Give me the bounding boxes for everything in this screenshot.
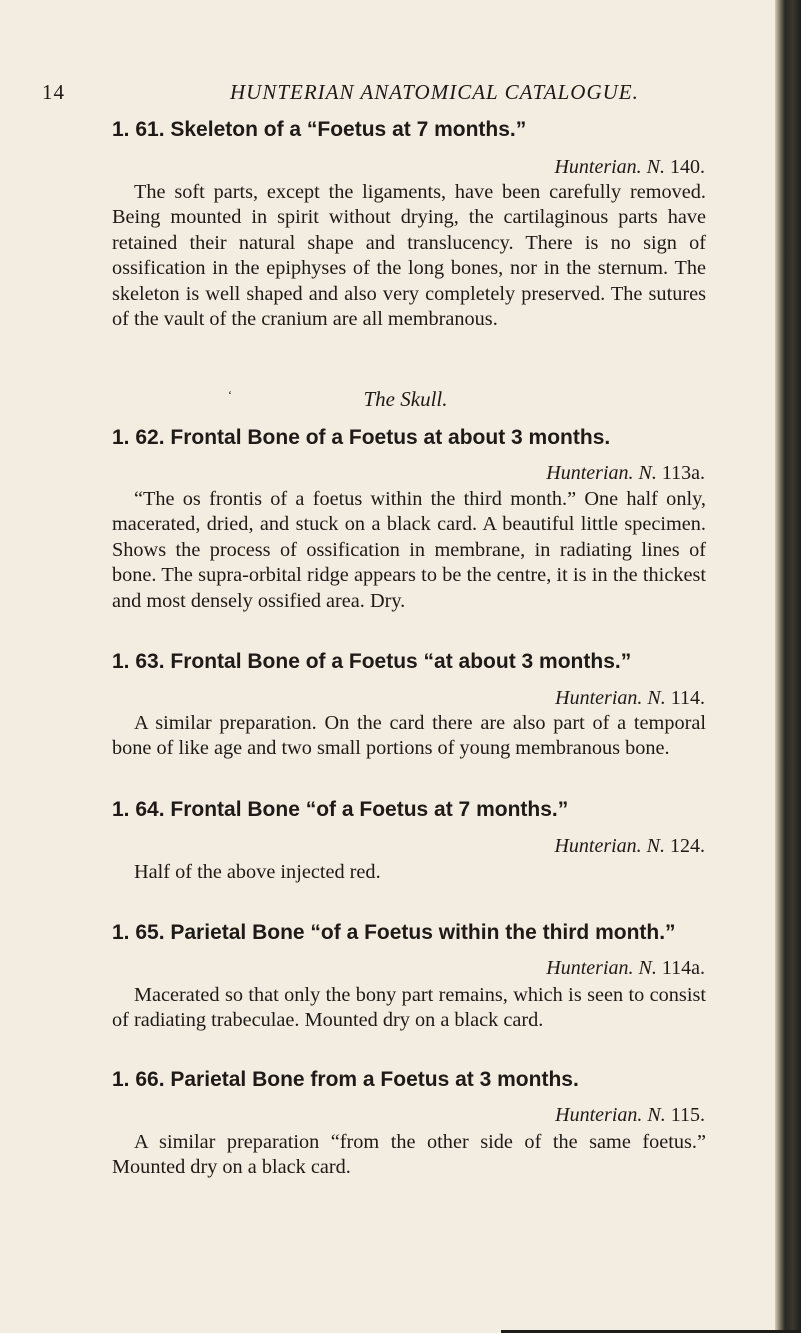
entry-description-1-62: “The os frontis of a foetus within the third month.” One half only, macerated, dried, and stuck on a black card. A beautiful little specimen. Shows the process of ossification in membrane, in radiating lines of bone. The supra-orbital ridge appears to be the centre, it is in the thickest and most densely ossified area. Dry. <box>112 488 706 612</box>
reference-name: Hunterian. N. <box>546 462 657 484</box>
entry-description-1-64: Half of the above injected red. <box>134 861 381 883</box>
entry-reference-1-64 <box>554 835 705 858</box>
entry-description-1-65: Macerated so that only the bony part remains, which is seen to consist of radiating trabeculae. Mounted dry on a black card. <box>112 984 706 1032</box>
reference-number: 114a. <box>661 957 705 979</box>
reference-name: Hunterian. N. <box>554 835 665 857</box>
entry-title-1-61: 1. 61. Skeleton of a “Foetus at 7 months.” <box>112 118 527 141</box>
entry-reference-1-63 <box>555 687 705 710</box>
entry-title-1-63: 1. 63. Frontal Bone of a Foetus “at about 3 months.” <box>112 650 632 673</box>
entry-reference-1-61 <box>554 156 705 179</box>
section-heading: The Skull. <box>363 387 448 411</box>
entry-description-1-66: A similar preparation “from the other side of the same foetus.” Mounted dry on a black card. <box>112 1131 706 1179</box>
reference-number: 113a. <box>661 462 705 484</box>
entry-reference-1-62 <box>546 462 705 485</box>
running-header <box>42 80 742 105</box>
reference-number: 115. <box>670 1104 705 1126</box>
reference-number: 140. <box>670 156 705 178</box>
entry-description-1-61: The soft parts, except the ligaments, have been carefully removed. Being mounted in spirit without drying, the cartilaginous parts have retained their natural shape and translucency. There is no sign of ossification in the epiphyses of the long bones, nor in the sternum. The skeleton is well shaped and also very completely preserved. The sutures of the vault of the cranium are all membranous. <box>112 181 706 331</box>
reference-name: Hunterian. N. <box>555 687 666 709</box>
reference-name: Hunterian. N. <box>554 156 665 178</box>
entry-reference-1-65 <box>546 957 705 980</box>
reference-number: 114. <box>670 687 705 709</box>
entry-title-1-66: 1. 66. Parietal Bone from a Foetus at 3 months. <box>112 1068 579 1091</box>
entry-title-1-64: 1. 64. Frontal Bone “of a Foetus at 7 months.” <box>112 798 569 821</box>
reference-name: Hunterian. N. <box>555 1104 666 1126</box>
page-number: 14 <box>42 80 65 104</box>
entry-reference-1-66 <box>555 1104 705 1127</box>
book-binding-edge <box>775 0 801 1333</box>
printer-mark: ‘ <box>228 388 232 402</box>
entry-description-1-63: A similar preparation. On the card there are also part of a temporal bone of like age and two small portions of young membranous bone. <box>112 712 706 760</box>
reference-number: 124. <box>670 835 705 857</box>
entry-title-1-65: 1. 65. Parietal Bone “of a Foetus within the third month.” <box>112 921 676 944</box>
running-title: HUNTERIAN ANATOMICAL CATALOGUE. <box>230 80 639 104</box>
entry-title-1-62: 1. 62. Frontal Bone of a Foetus at about 3 months. <box>112 426 611 449</box>
reference-name: Hunterian. N. <box>546 957 657 979</box>
